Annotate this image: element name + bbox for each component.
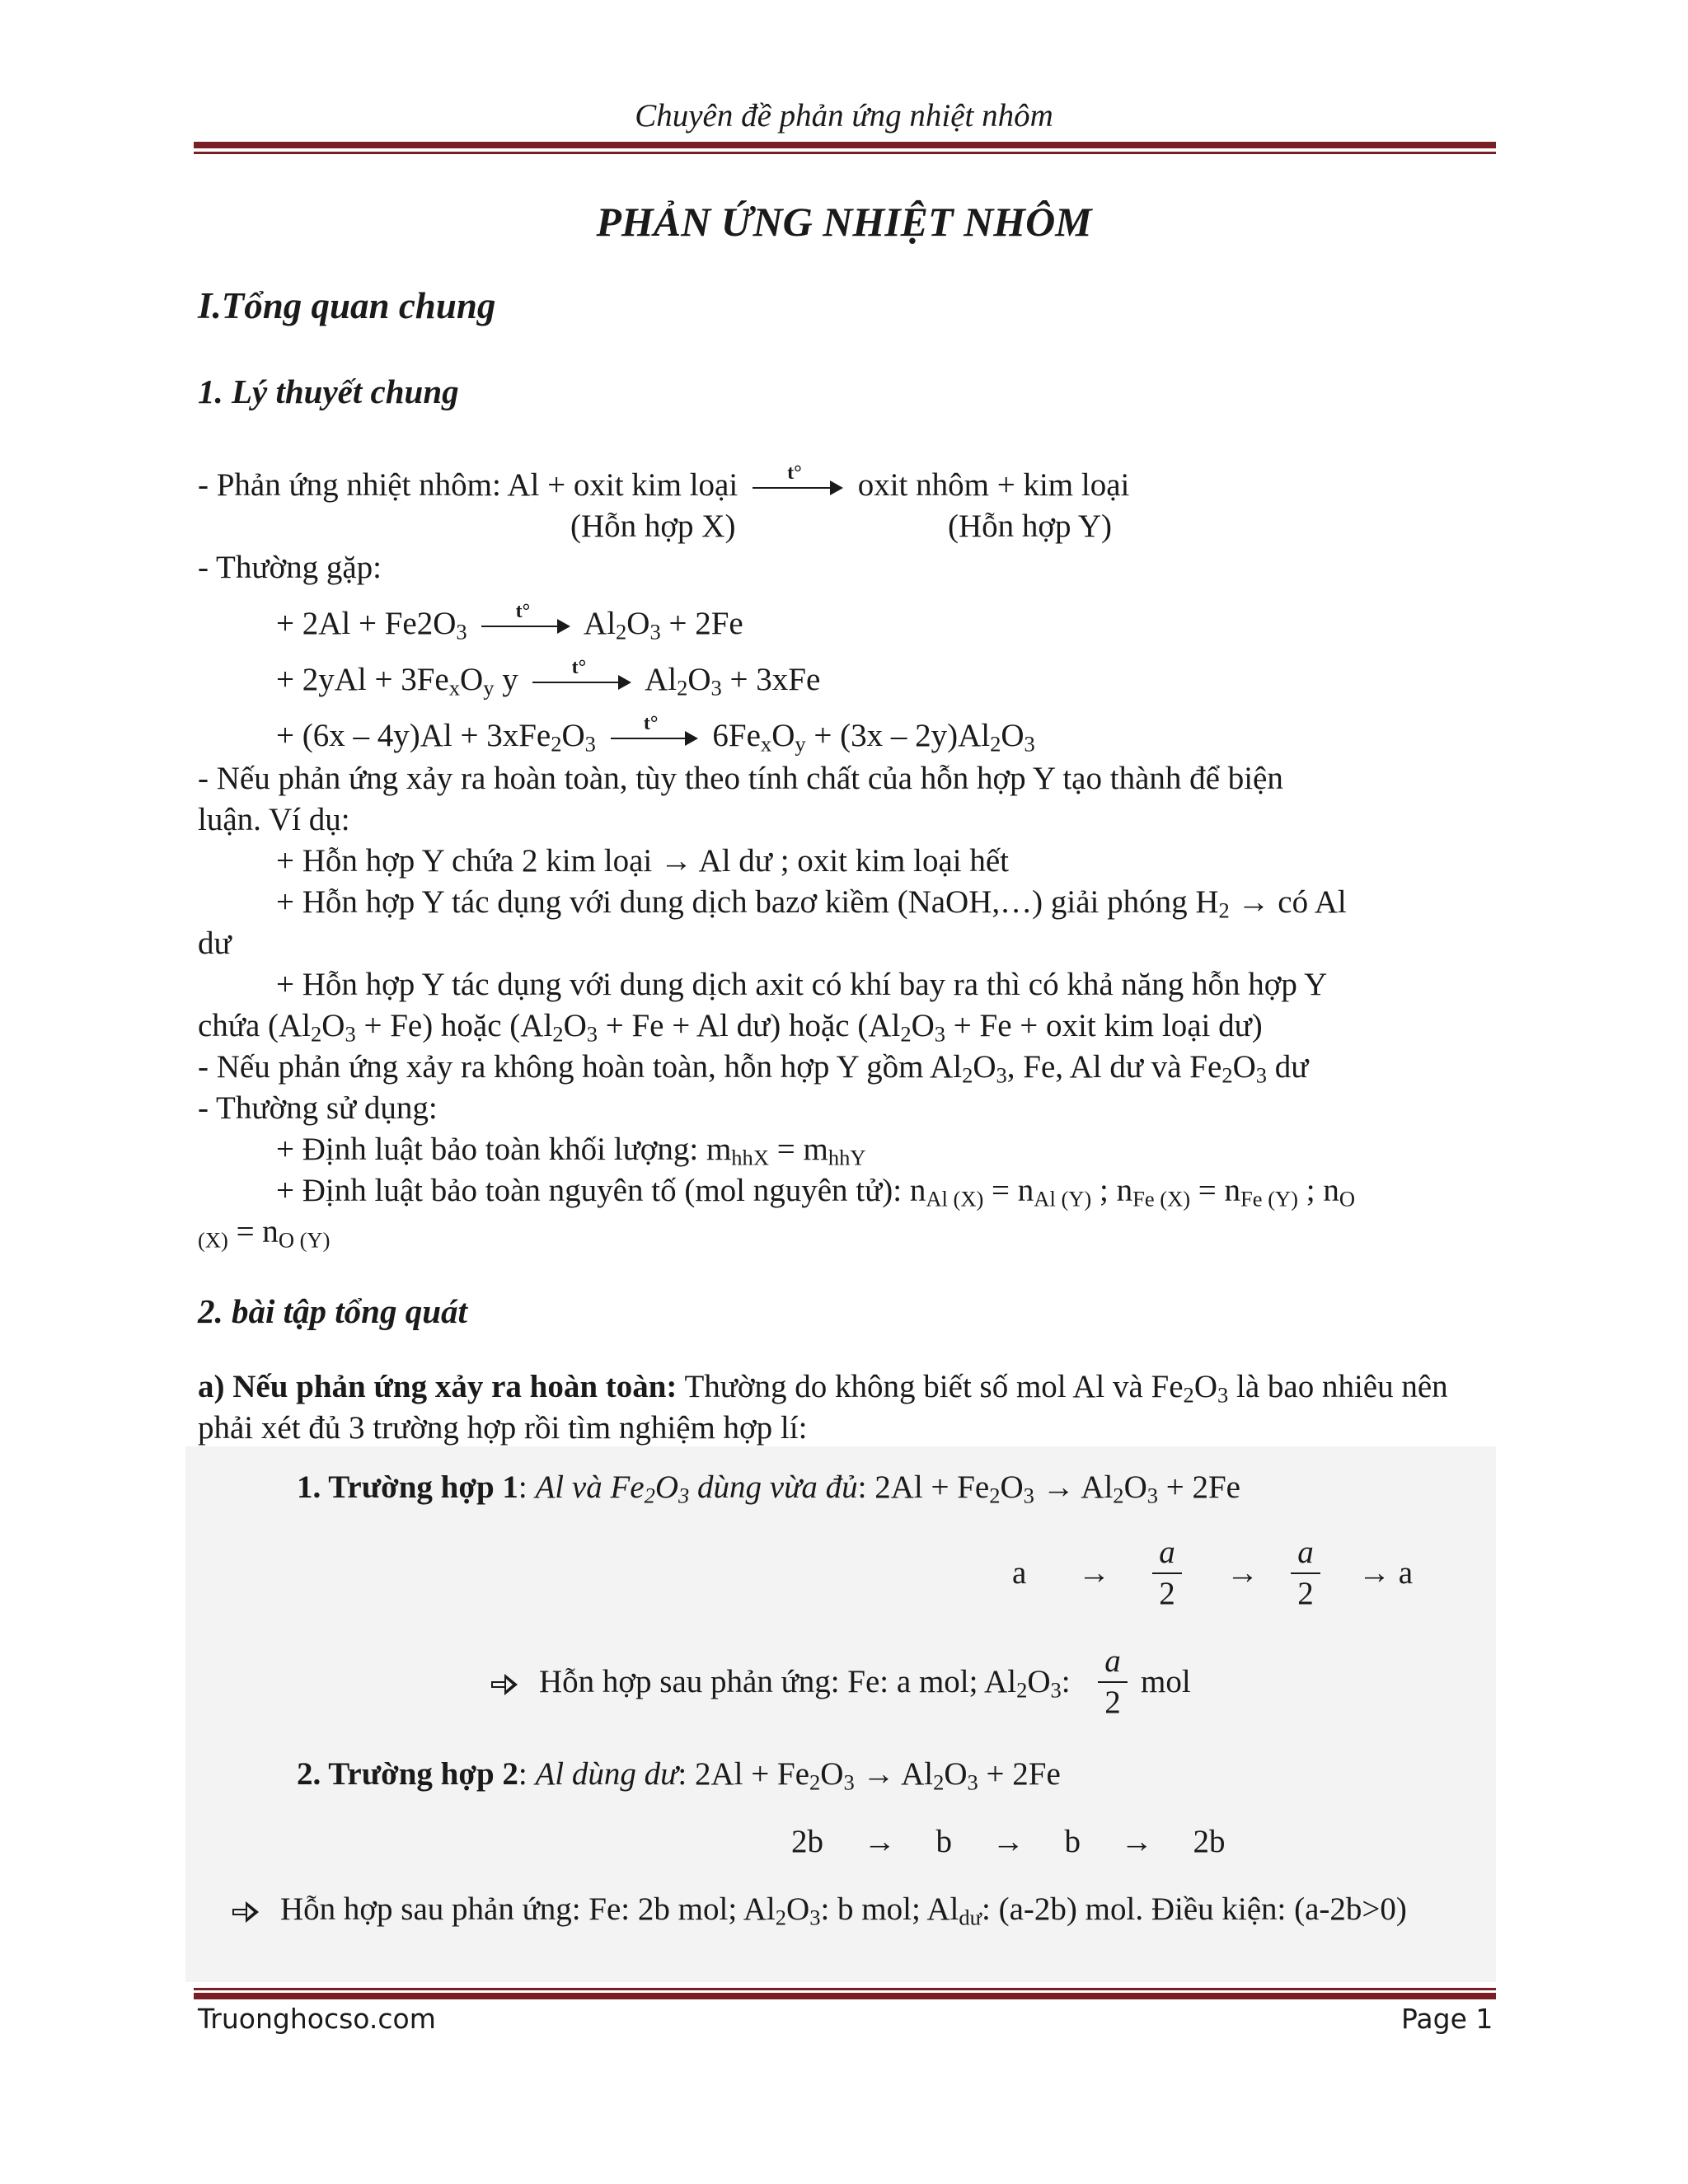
equation-1: + $2Al + Fe2O_3$ t° $Al_2O_3 + 2Fe$ <box>276 601 743 644</box>
example-line: + Hỗn hợp Y tác dụng với dung dịch axit có khí bay ra thì có khả năng hỗn hợp Y <box>276 967 1328 1002</box>
footer-site: Truonghocso.com <box>198 2003 436 2035</box>
theory-line: - Phản ứng nhiệt nhôm: Al + oxit kim loại t° oxit nhôm + kim loại <box>198 462 1130 503</box>
implies-arrow-icon <box>491 1674 518 1695</box>
example-line: + Hỗn hợp Y chứa 2 kim loại → Al dư ; oxit kim loại hết <box>276 843 1010 879</box>
running-header: Chuyên đề phản ứng nhiệt nhôm <box>635 98 1053 134</box>
paragraph-line: a) Nếu phản ứng xảy ra hoàn toàn: Thường do không biết số mol Al và $Fe_2O_3$ là bao nhiêu nên <box>198 1369 1448 1408</box>
mix-y-label: (Hỗn hợp Y) <box>948 509 1112 544</box>
equation-2: + $2yAl + 3Fe_xO_y$ y t° $Al_2O_3 + 3xFe$ <box>276 657 821 701</box>
footer-rule <box>194 1993 1496 1999</box>
reaction-arrow-icon: t° <box>611 726 698 751</box>
example-line: dư <box>198 926 232 961</box>
document-title: PHẢN ỨNG NHIỆT NHÔM <box>596 199 1092 245</box>
case-1-result: Hỗn hợp sau phản ứng: Fe: a mol; $Al_2O_3$: <box>491 1663 1071 1701</box>
subsection-heading: 2. bài tập tổng quát <box>198 1292 467 1330</box>
reaction-arrow-icon: t° <box>481 614 570 639</box>
paragraph-line: - Thường sử dụng: <box>198 1090 438 1126</box>
stoich-arrow: → <box>1226 1555 1259 1591</box>
example-line: chứa $(Al_2O_3 + Fe)$ hoặc ($Al_2O_3 + Fe + Al$ dư) hoặc ($Al_2O_3 + Fe$ + oxit kim loại dư) <box>198 1008 1263 1047</box>
paragraph-line: - Nếu phản ứng xảy ra hoàn toàn, tùy theo tính chất của hỗn hợp Y tạo thành để biện <box>198 761 1283 796</box>
subsection-heading: 1. Lý thuyết chung <box>198 373 459 410</box>
stoich-line: 2b → b → b → 2b <box>791 1824 1226 1859</box>
law-line: $_{(X)} = n_{O (Y)}$ <box>198 1214 331 1253</box>
example-line: + Hỗn hợp Y tác dụng với dung dịch bazơ kiềm (NaOH,…) giải phóng $H_2$ → có Al <box>276 884 1347 923</box>
case-2-result: Hỗn hợp sau phản ứng: Fe: 2b mol; $Al_2O_3$: b mol; $Al_{dư}$: (a-2b) mol. Điều kiện: (a-2b>0) <box>232 1891 1407 1929</box>
case-1-line: 1. Trường hợp 1: Al và $Fe_2O_3$ dùng vừa đủ: $2Al + Fe_2O_3 \to Al_2O_3 + 2Fe$ <box>297 1469 1240 1508</box>
unit-label: mol <box>1141 1664 1191 1699</box>
paragraph-line: phải xét đủ 3 trường hợp rồi tìm nghiệm hợp lí: <box>198 1410 808 1446</box>
mix-x-label: (Hỗn hợp X) <box>570 509 736 544</box>
law-line: + Định luật bảo toàn khối lượng: $m_{hhX} = m_{hhY}$ <box>276 1132 866 1170</box>
stoich-value: → a <box>1358 1555 1414 1591</box>
reaction-arrow-icon: t° <box>753 476 843 500</box>
header-rule <box>194 142 1496 148</box>
footer-page-number: Page 1 <box>1401 2003 1493 2035</box>
stoich-value: a <box>1012 1555 1027 1591</box>
case-2-line: 2. Trường hợp 2: Al dùng dư: $2Al + Fe_2O_3 \to Al_2O_3 + 2Fe$ <box>297 1756 1061 1795</box>
stoich-arrow: → <box>1078 1555 1110 1591</box>
implies-arrow-icon <box>232 1901 259 1923</box>
footer-rule-thin <box>194 1988 1496 1990</box>
fraction: a 2 <box>1149 1535 1185 1612</box>
law-line: + Định luật bảo toàn nguyên tố (mol nguyên tử): $n_{Al (X)} = n_{Al (Y)}$ ; $n_{Fe (X)} = n_{Fe (Y)}$ ; $n_O$ <box>276 1173 1355 1212</box>
fraction: a 2 <box>1287 1535 1324 1612</box>
equation-3: + $(6x - 4y)Al + 3xFe_2O_3$ t° $6Fe_xO_y + (3x - 2y)Al_2O_3$ <box>276 713 1035 757</box>
paragraph-line: - Nếu phản ứng xảy ra không hoàn toàn, hỗn hợp Y gồm $Al_2O_3$, Fe, Al dư và $Fe_2O_3$ dư <box>198 1049 1309 1088</box>
section-heading: I.Tổng quan chung <box>198 285 496 326</box>
header-rule-thin <box>194 152 1496 154</box>
fraction: a 2 <box>1095 1643 1131 1721</box>
common-label: - Thường gặp: <box>198 550 382 585</box>
reaction-arrow-icon: t° <box>532 670 631 695</box>
paragraph-line: luận. Ví dụ: <box>198 802 350 837</box>
